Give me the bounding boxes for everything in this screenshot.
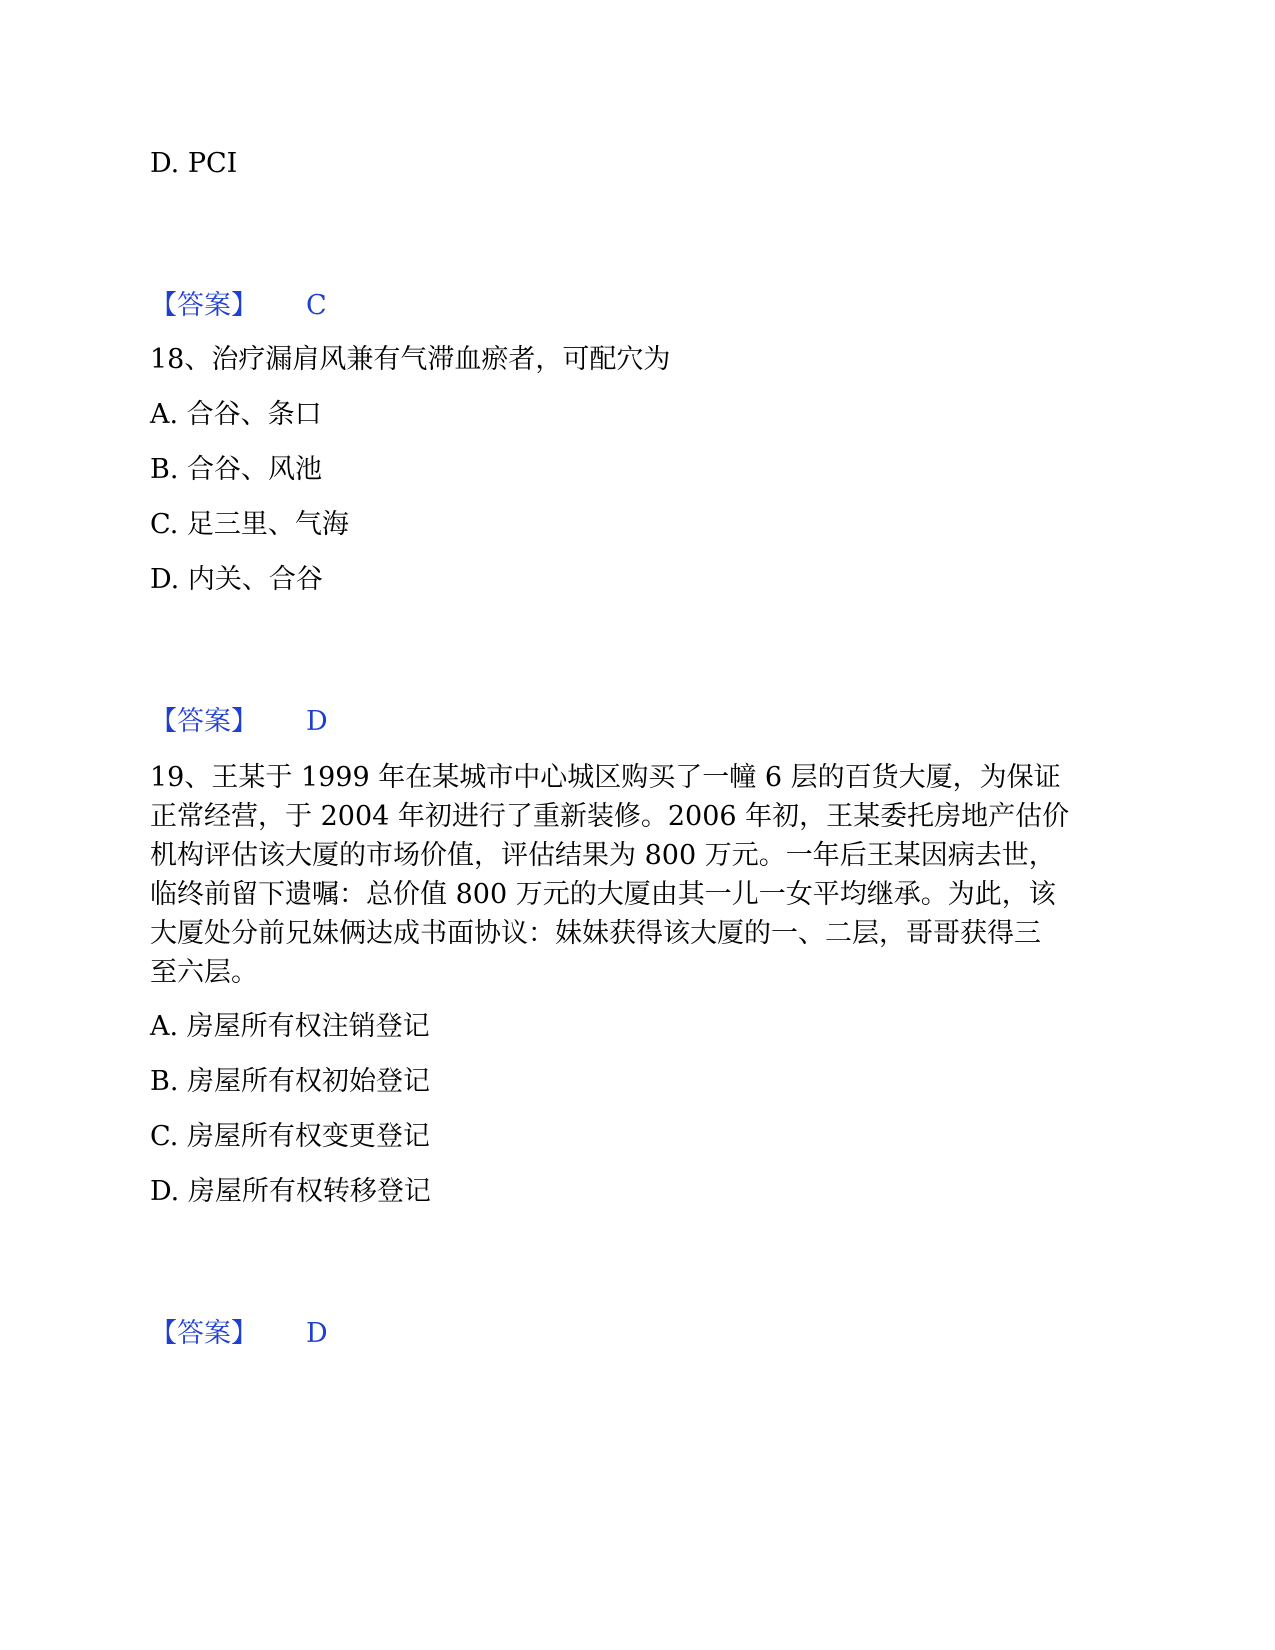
q18-option-a: A. 合谷、条口 [150,399,322,430]
q18-option-d: D. 内关、合谷 [150,564,323,595]
answer-label: 【答案】 [150,706,258,737]
q19-stem-line-4: 临终前留下遗嘱：总价值 800 万元的大厦由其一儿一女平均继承。为此，该 [150,879,1056,910]
q19-stem-line-2: 正常经营，于 2004 年初进行了重新装修。2006 年初，王某委托房地产估价 [150,801,1070,832]
q19-stem-line-1: 19、王某于 1999 年在某城市中心城区购买了一幢 6 层的百货大厦，为保证 [150,762,1061,793]
answer-value: C [306,290,327,321]
q19-option-b: B. 房屋所有权初始登记 [150,1066,431,1097]
q19-stem-line-6: 至六层。 [150,957,258,988]
answer-label: 【答案】 [150,290,258,321]
question-18-stem: 18、治疗漏肩风兼有气滞血瘀者，可配穴为 [150,344,671,375]
option-d: D. PCI [150,148,238,179]
answer-value: D [306,706,328,737]
answer-label: 【答案】 [150,1318,258,1349]
q18-answer-row [150,702,328,742]
q19-option-d: D. 房屋所有权转移登记 [150,1176,431,1207]
q19-stem-line-3: 机构评估该大厦的市场价值，评估结果为 800 万元。一年后王某因病去世， [150,840,1056,871]
q18-option-c: C. 足三里、气海 [150,509,349,540]
answer-value: D [306,1318,328,1349]
answer-row [150,286,327,326]
q19-option-c: C. 房屋所有权变更登记 [150,1121,430,1152]
q18-option-b: B. 合谷、风池 [150,454,323,485]
q19-answer-row [150,1314,328,1354]
q19-option-a: A. 房屋所有权注销登记 [150,1011,430,1042]
q19-stem-line-5: 大厦处分前兄妹俩达成书面协议：妹妹获得该大厦的一、二层，哥哥获得三 [150,918,1041,949]
